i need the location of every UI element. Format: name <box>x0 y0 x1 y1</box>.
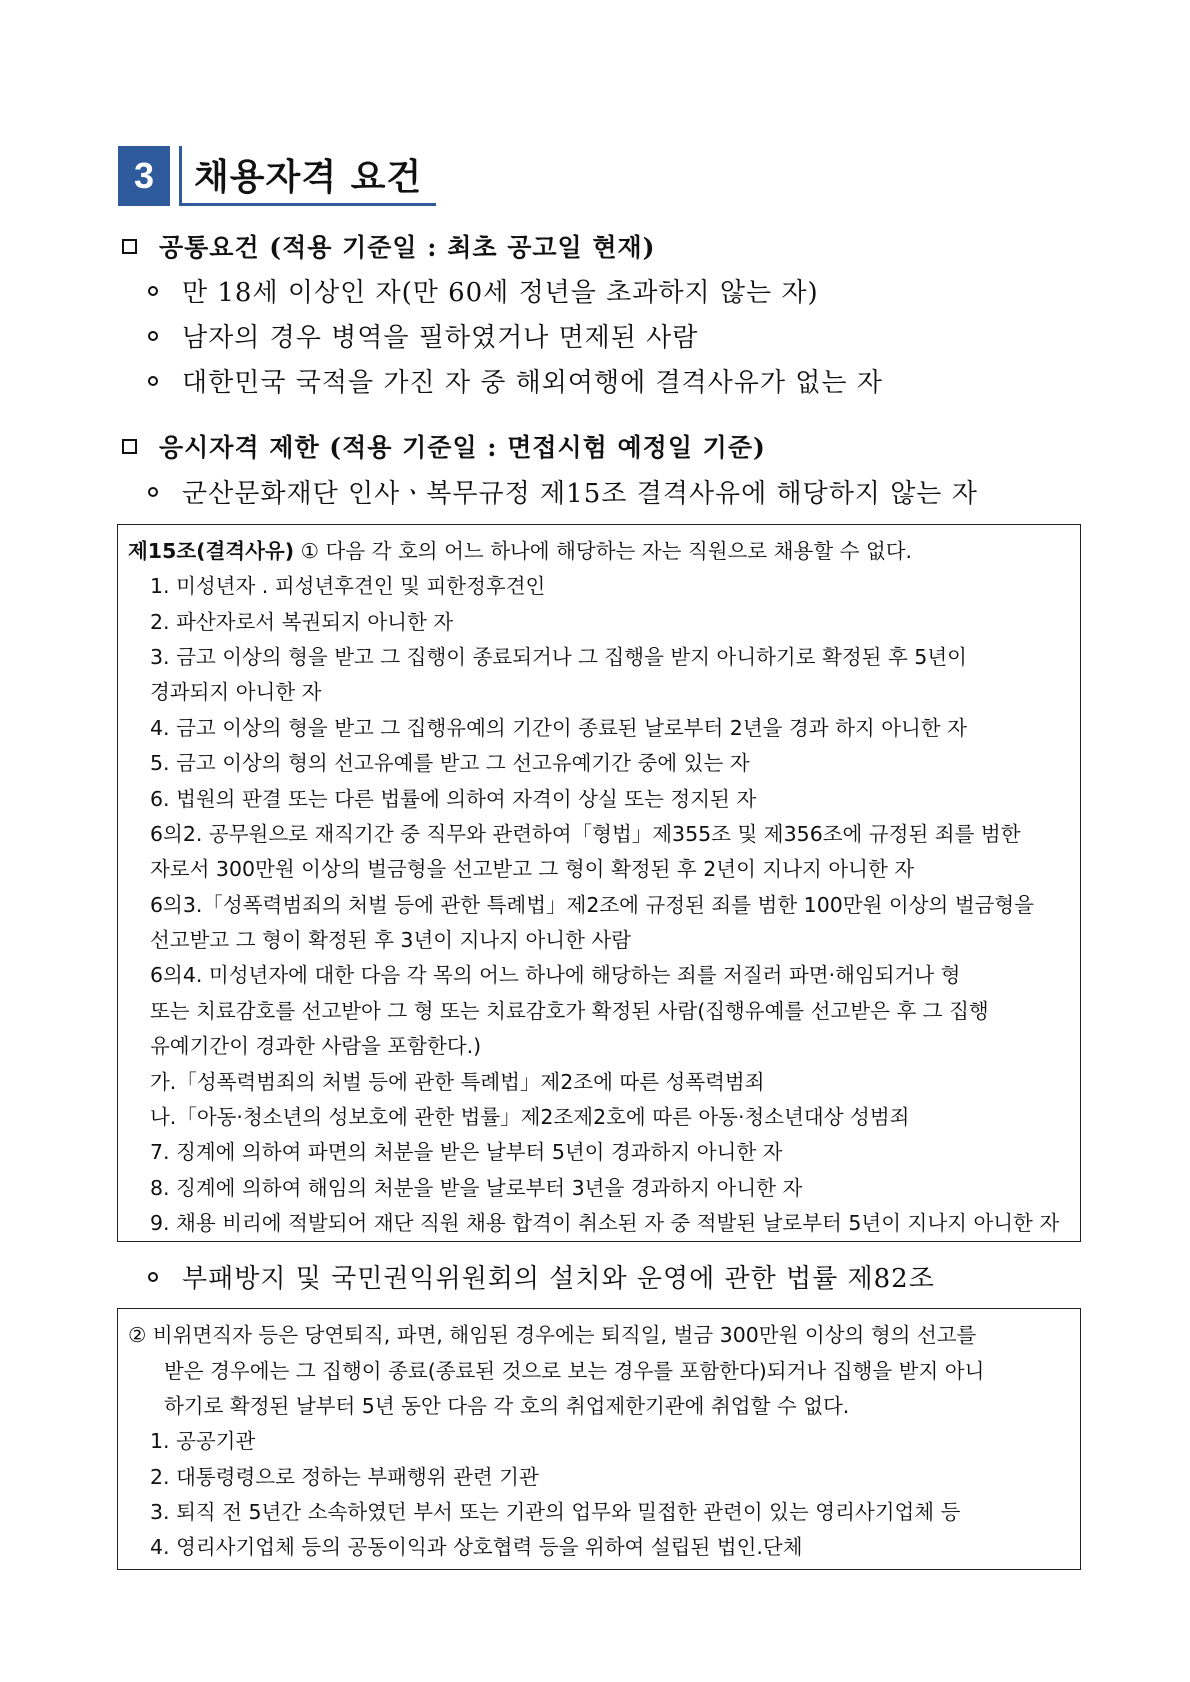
article15-line: 선고받고 그 형이 확정된 후 3년이 지나지 아니한 사람 <box>150 928 632 952</box>
article15-line: 6의3.「성폭력범죄의 처벌 등에 관한 특례법」제2조에 규정된 죄를 범한 100만원 이상의 벌금형을 <box>150 893 1035 917</box>
article15-line: 5. 금고 이상의 형의 선고유예를 받고 그 선고유예기간 중에 있는 자 <box>150 751 750 775</box>
common-item <box>148 317 698 354</box>
article15-line: 1. 미성년자 . 피성년후견인 및 피한정후견인 <box>150 574 546 598</box>
restriction-heading-text: 응시자격 제한 (적용 기준일 : 면접시험 예정일 기준) <box>159 433 766 462</box>
anticorruption-line: ② 비위면직자 등은 당연퇴직, 파면, 해임된 경우에는 퇴직일, 벌금 300만원 이상의 형의 선고를 <box>128 1323 977 1347</box>
article15-line: 유예기간이 경과한 사람을 포함한다.) <box>150 1034 482 1058</box>
restriction-item <box>148 473 978 510</box>
article15-line: 3. 금고 이상의 형을 받고 그 집행이 종료되거나 그 집행을 받지 아니하기로 확정된 후 5년이 <box>150 645 967 669</box>
anticorruption-item-text: 부패방지 및 국민권익위원회의 설치와 운영에 관한 법률 제82조 <box>182 1264 935 1294</box>
article15-line: 또는 치료감호를 선고받아 그 형 또는 치료감호가 확정된 사람(집행유예를 선고받은 후 그 집행 <box>150 999 989 1023</box>
common-item <box>148 272 819 309</box>
section-title-wrap <box>179 146 436 206</box>
circle-bullet-icon <box>148 487 158 497</box>
anticorruption-box <box>117 1308 1081 1570</box>
checkbox-square-icon <box>122 239 137 254</box>
anticorruption-line: 3. 퇴직 전 5년간 소속하였던 부서 또는 기관의 업무와 밀접한 관련이 있는 영리사기업체 등 <box>150 1500 961 1524</box>
circle-bullet-icon <box>148 376 158 386</box>
article15-line: 6의4. 미성년자에 대한 다음 각 목의 어느 하나에 해당하는 죄를 저질러 파면·해임되거나 형 <box>150 963 961 987</box>
article15-line: 4. 금고 이상의 형을 받고 그 집행유예의 기간이 종료된 날로부터 2년을 경과 하지 아니한 자 <box>150 716 967 740</box>
common-heading <box>122 228 656 264</box>
anticorruption-line: 1. 공공기관 <box>150 1429 256 1453</box>
restriction-item-text: 군산문화재단 인사ㆍ복무규정 제15조 결격사유에 해당하지 않는 자 <box>182 479 978 509</box>
circle-bullet-icon <box>148 286 158 296</box>
checkbox-square-icon <box>122 439 137 454</box>
article15-line: 7. 징계에 의하여 파면의 처분을 받은 날부터 5년이 경과하지 아니한 자 <box>150 1140 783 1164</box>
article15-line: 2. 파산자로서 복권되지 아니한 자 <box>150 610 454 634</box>
common-item-text: 대한민국 국적을 가진 자 중 해외여행에 결격사유가 없는 자 <box>182 368 883 398</box>
anticorruption-line: 2. 대통령령으로 정하는 부패행위 관련 기관 <box>150 1465 539 1489</box>
anticorruption-item <box>148 1258 935 1295</box>
article15-line: 가.「성폭력범죄의 처벌 등에 관한 특례법」제2조에 따른 성폭력범죄 <box>150 1070 765 1094</box>
common-heading-text: 공통요건 (적용 기준일 : 최초 공고일 현재) <box>159 233 656 262</box>
article15-intro-row <box>128 534 912 564</box>
common-item-text: 만 18세 이상인 자(만 60세 정년을 초과하지 않는 자) <box>182 278 819 308</box>
restriction-heading <box>122 428 766 464</box>
anticorruption-line: 4. 영리사기업체 등의 공동이익과 상호협력 등을 위하여 설립된 법인.단체 <box>150 1535 803 1559</box>
section-title: 채용자격 요건 <box>194 157 423 198</box>
article15-line: 6. 법원의 판결 또는 다른 법률에 의하여 자격이 상실 또는 정지된 자 <box>150 787 757 811</box>
common-item-text: 남자의 경우 병역을 필하였거나 면제된 사람 <box>182 323 699 353</box>
article15-box <box>117 524 1081 1242</box>
section-number-badge: 3 <box>118 146 170 206</box>
anticorruption-line: 하기로 확정된 날부터 5년 동안 다음 각 호의 취업제한기관에 취업할 수 없다. <box>164 1394 850 1418</box>
article15-line: 나.「아동·청소년의 성보호에 관한 법률」제2조제2호에 따른 아동·청소년대상 성범죄 <box>150 1105 910 1129</box>
article15-line: 8. 징계에 의하여 해임의 처분을 받을 날로부터 3년을 경과하지 아니한 자 <box>150 1176 803 1200</box>
section-header <box>118 146 436 206</box>
circle-bullet-icon <box>148 331 158 341</box>
article15-line: 자로서 300만원 이상의 벌금형을 선고받고 그 형이 확정된 후 2년이 지나지 아니한 자 <box>150 857 915 881</box>
article15-line: 9. 채용 비리에 적발되어 재단 직원 채용 합격이 취소된 자 중 적발된 날로부터 5년이 지나지 아니한 자 <box>150 1211 1060 1235</box>
article15-intro: ① 다음 각 호의 어느 하나에 해당하는 자는 직원으로 채용할 수 없다. <box>300 539 913 563</box>
common-item <box>148 362 883 399</box>
anticorruption-line: 받은 경우에는 그 집행이 종료(종료된 것으로 보는 경우를 포함한다)되거나 집행을 받지 아니 <box>164 1359 985 1383</box>
article15-title: 제15조(결격사유) <box>128 539 295 563</box>
article15-line: 경과되지 아니한 자 <box>150 680 322 704</box>
article15-line: 6의2. 공무원으로 재직기간 중 직무와 관련하여「형법」제355조 및 제356조에 규정된 죄를 범한 <box>150 822 1021 846</box>
circle-bullet-icon <box>148 1272 158 1282</box>
